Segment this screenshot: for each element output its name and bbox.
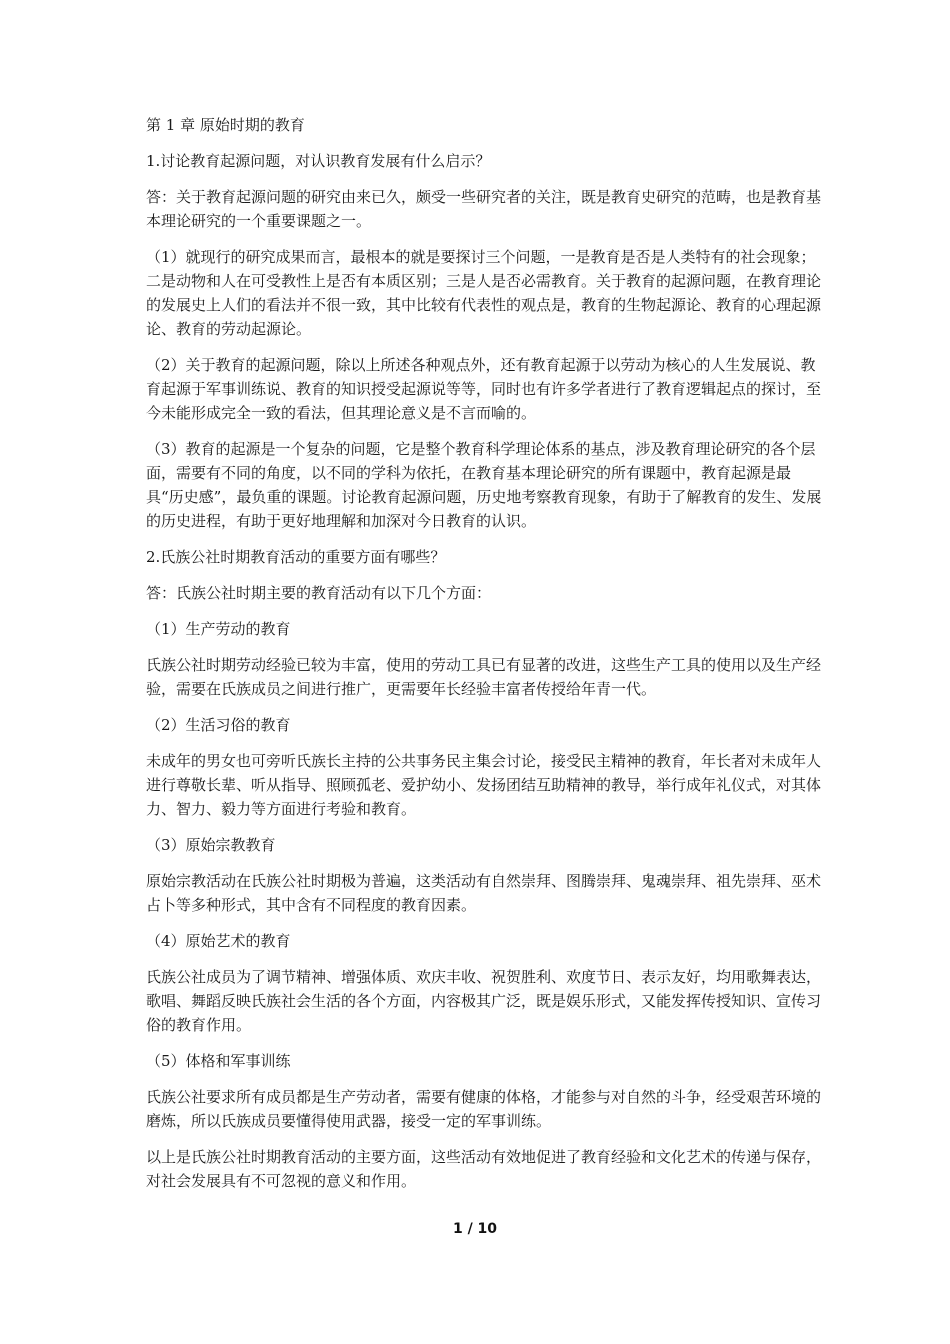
answer-paragraph: 原始宗教活动在氏族公社时期极为普遍，这类活动有自然崇拜、图腾崇拜、鬼魂崇拜、祖先崇拜、巫术占卜等多种形式，其中含有不同程度的教育因素。 <box>146 872 822 914</box>
question-heading: 1.讨论教育起源问题，对认识教育发展有什么启示？ <box>146 152 491 170</box>
answer-paragraph: 以上是氏族公社时期教育活动的主要方面，这些活动有效地促进了教育经验和文化艺术的传递与保存，对社会发展具有不可忽视的意义和作用。 <box>146 1148 822 1190</box>
answer-paragraph: 答：氏族公社时期主要的教育活动有以下几个方面： <box>146 584 492 602</box>
answer-paragraph: 答：关于教育起源问题的研究由来已久，颇受一些研究者的关注，既是教育史研究的范畴，也是教育基本理论研究的一个重要课题之一。 <box>146 188 822 230</box>
answer-paragraph: 氏族公社时期劳动经验已较为丰富，使用的劳动工具已有显著的改进，这些生产工具的使用以及生产经验，需要在氏族成员之间进行推广，更需要年长经验丰富者传授给年青一代。 <box>146 656 822 698</box>
answer-paragraph: （2）关于教育的起源问题，除以上所述各种观点外，还有教育起源于以劳动为核心的人生发展说、教育起源于军事训练说、教育的知识授受起源说等等，同时也有许多学者进行了教育逻辑起点的探讨，至今未能形成完全一致的看法，但其理论意义是不言而喻的。 <box>146 356 822 422</box>
subsection-heading: （4）原始艺术的教育 <box>146 932 291 950</box>
subsection-heading: （3）原始宗教教育 <box>146 836 276 854</box>
answer-paragraph: （1）就现行的研究成果而言，最根本的就是要探讨三个问题，一是教育是否是人类特有的社会现象；二是动物和人在可受教性上是否有本质区别；三是人是否必需教育。关于教育的起源问题，在教育理论的发展史上人们的看法并不很一致，其中比较有代表性的观点是，教育的生物起源论、教育的心理起源论、教育的劳动起源论。 <box>146 248 822 338</box>
answer-paragraph: 氏族公社要求所有成员都是生产劳动者，需要有健康的体格，才能参与对自然的斗争，经受艰苦环境的磨炼，所以氏族成员要懂得使用武器，接受一定的军事训练。 <box>146 1088 822 1130</box>
document-body <box>146 113 826 1205</box>
chapter-title: 第 1 章 原始时期的教育 <box>146 116 305 134</box>
subsection-heading: （1）生产劳动的教育 <box>146 620 291 638</box>
answer-paragraph: 氏族公社成员为了调节精神、增强体质、欢庆丰收、祝贺胜利、欢度节日、表示友好，均用歌舞表达，歌唱、舞蹈反映氏族社会生活的各个方面，内容极其广泛，既是娱乐形式，又能发挥传授知识、宣传习俗的教育作用。 <box>146 968 822 1034</box>
answer-paragraph: （3）教育的起源是一个复杂的问题，它是整个教育科学理论体系的基点，涉及教育理论研究的各个层面，需要有不同的角度，以不同的学科为依托，在教育基本理论研究的所有课题中，教育起源是最具“历史感”，最负重的课题。讨论教育起源问题，历史地考察教育现象，有助于了解教育的发生、发展的历史进程，有助于更好地理解和加深对今日教育的认识。 <box>146 440 822 530</box>
page-number: 1 / 10 <box>452 1221 498 1237</box>
subsection-heading: （5）体格和军事训练 <box>146 1052 291 1070</box>
answer-paragraph: 未成年的男女也可旁听氏族长主持的公共事务民主集会讨论，接受民主精神的教育，年长者对未成年人进行尊敬长辈、听从指导、照顾孤老、爱护幼小、发扬团结互助精神的教导，举行成年礼仪式，对其体力、智力、毅力等方面进行考验和教育。 <box>146 752 822 818</box>
subsection-heading: （2）生活习俗的教育 <box>146 716 291 734</box>
question-heading: 2.氏族公社时期教育活动的重要方面有哪些？ <box>146 548 446 566</box>
